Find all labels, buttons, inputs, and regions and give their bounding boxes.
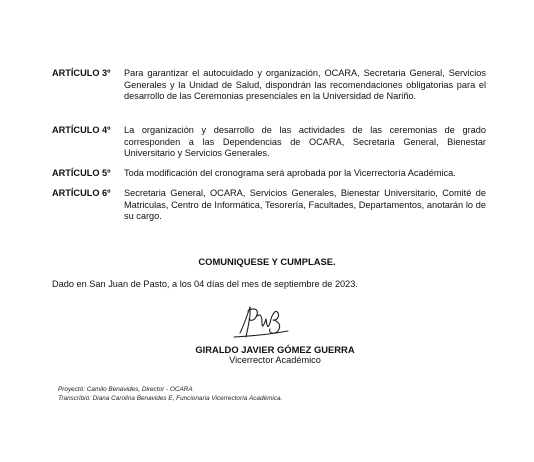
article-text: Toda modificación del cronograma será aprobada por la Vicerrectoría Académica. bbox=[124, 168, 456, 178]
article-label: ARTÍCULO 4º bbox=[52, 125, 111, 135]
article-text: Secretaria General, OCARA, Servicios Generales, Bienestar Universitario, Comité de Matriculas, Centro de Informática, Tesorería, Facultades, Departamentos, anotarán lo de su cargo. bbox=[124, 188, 486, 221]
prepared-by-note: Proyectó: Camilo Benavides, Director - OCARA bbox=[58, 386, 193, 393]
transcribed-by-note: Transcribió: Diana Carolina Benavides E, Funcionaria Vicerrectoría Académica. bbox=[58, 394, 283, 402]
article-label: ARTÍCULO 6º bbox=[52, 188, 111, 198]
signer-role: Vicerrector Académico bbox=[229, 355, 321, 365]
footnotes bbox=[58, 386, 282, 403]
date-line: Dado en San Juan de Pasto, a los 04 días del mes de septiembre de 2023. bbox=[52, 279, 358, 289]
closing-statement: COMUNIQUESE Y CUMPLASE. bbox=[198, 256, 336, 267]
handwritten-signature bbox=[232, 303, 292, 343]
article-label: ARTÍCULO 5º bbox=[52, 168, 111, 178]
article-label: ARTÍCULO 3º bbox=[52, 68, 111, 78]
signer-name: GIRALDO JAVIER GÓMEZ GUERRA bbox=[195, 344, 355, 355]
article-text: La organización y desarrollo de las actividades de las ceremonias de grado corresponden a las Dependencias de OCARA, Secretaria General, Bienestar Universitario y Servicios Generales. bbox=[124, 125, 486, 158]
article-text: Para garantizar el autocuidado y organización, OCARA, Secretaria General, Servicios Generales y la Unidad de Salud, dispondrán las recomendaciones obligatorias para el desarrollo de las Ceremonias presenciales en la Universidad de Nariño. bbox=[124, 68, 486, 101]
